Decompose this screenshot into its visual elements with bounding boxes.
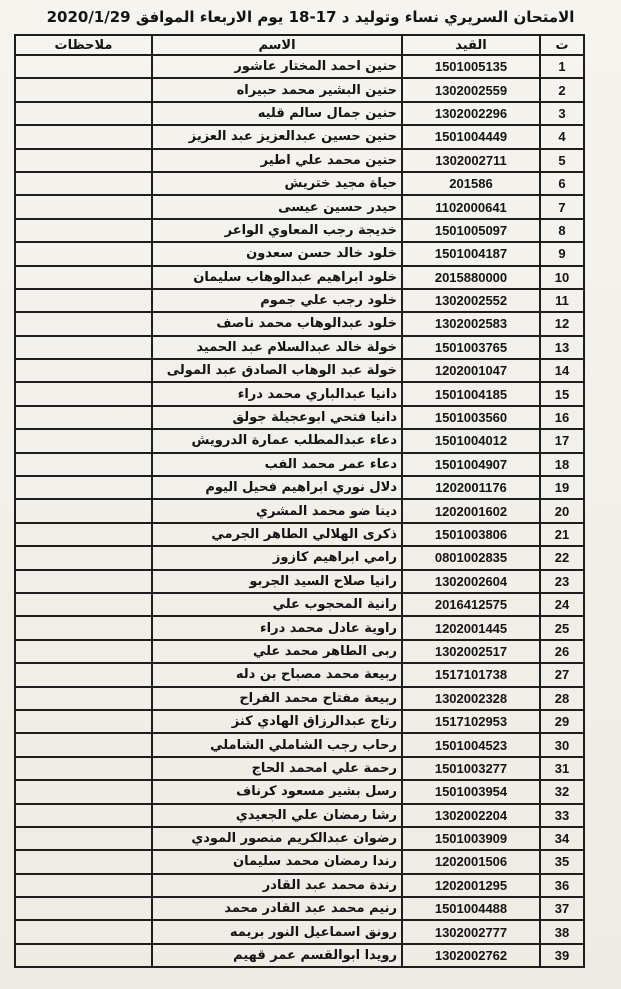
row-name: حنين محمد علي اطير <box>152 149 402 172</box>
table-row <box>15 710 584 733</box>
row-id: 1302002711 <box>402 149 540 172</box>
row-name: خلود ابراهيم عبدالوهاب سليمان <box>152 266 402 289</box>
row-notes <box>15 663 152 686</box>
row-notes <box>15 125 152 148</box>
row-name: دانيا عبدالباري محمد دراء <box>152 382 402 405</box>
table-row <box>15 289 584 312</box>
table-row <box>15 219 584 242</box>
row-notes <box>15 757 152 780</box>
row-notes <box>15 920 152 943</box>
row-name: راوية عادل محمد دراء <box>152 616 402 639</box>
row-number: 35 <box>540 850 584 873</box>
row-name: رامي ابراهيم كازوز <box>152 546 402 569</box>
row-name: خلود رجب علي جموم <box>152 289 402 312</box>
row-name: دانيا فتحي ابوعجيلة جولق <box>152 406 402 429</box>
row-number: 14 <box>540 359 584 382</box>
row-name: حياة مجيد ختريش <box>152 172 402 195</box>
row-id: 201586 <box>402 172 540 195</box>
row-notes <box>15 102 152 125</box>
table-row <box>15 570 584 593</box>
row-number: 1 <box>540 55 584 78</box>
table-row <box>15 359 584 382</box>
table-row <box>15 546 584 569</box>
table-row <box>15 850 584 873</box>
row-notes <box>15 499 152 522</box>
row-id: 1501004523 <box>402 733 540 756</box>
table-row <box>15 663 584 686</box>
row-notes <box>15 336 152 359</box>
row-id: 1202001602 <box>402 499 540 522</box>
row-number: 36 <box>540 874 584 897</box>
row-notes <box>15 827 152 850</box>
row-id: 2015880000 <box>402 266 540 289</box>
row-id: 1302002552 <box>402 289 540 312</box>
row-name: حنين جمال سالم قليه <box>152 102 402 125</box>
row-id: 1517102953 <box>402 710 540 733</box>
row-name: رندة محمد عبد القادر <box>152 874 402 897</box>
row-number: 17 <box>540 429 584 452</box>
row-notes <box>15 359 152 382</box>
row-notes <box>15 55 152 78</box>
row-id: 1501004012 <box>402 429 540 452</box>
row-number: 30 <box>540 733 584 756</box>
table-row <box>15 172 584 195</box>
row-notes <box>15 897 152 920</box>
row-number: 34 <box>540 827 584 850</box>
table-row <box>15 687 584 710</box>
row-number: 32 <box>540 780 584 803</box>
table-row <box>15 195 584 218</box>
row-number: 13 <box>540 336 584 359</box>
row-number: 25 <box>540 616 584 639</box>
row-notes <box>15 289 152 312</box>
row-number: 7 <box>540 195 584 218</box>
students-table <box>14 34 585 968</box>
row-notes <box>15 780 152 803</box>
row-notes <box>15 944 152 967</box>
row-notes <box>15 546 152 569</box>
row-id: 1302002604 <box>402 570 540 593</box>
row-id: 1202001295 <box>402 874 540 897</box>
row-name: رانيا صلاح السيد الجربو <box>152 570 402 593</box>
row-number: 20 <box>540 499 584 522</box>
row-name: دعاء عمر محمد الفب <box>152 453 402 476</box>
row-id: 1501003954 <box>402 780 540 803</box>
table-header-row <box>15 35 584 55</box>
row-name: دينا ضو محمد المشري <box>152 499 402 522</box>
table-row <box>15 78 584 101</box>
row-notes <box>15 242 152 265</box>
row-number: 31 <box>540 757 584 780</box>
row-id: 1501003277 <box>402 757 540 780</box>
table-row <box>15 429 584 452</box>
row-name: رحمة علي امحمد الحاج <box>152 757 402 780</box>
row-name: خلود عبدالوهاب محمد ناصف <box>152 312 402 335</box>
row-id: 1202001176 <box>402 476 540 499</box>
row-number: 18 <box>540 453 584 476</box>
row-name: رشا رمضان علي الجعيدي <box>152 804 402 827</box>
row-name: حيدر حسين عيسى <box>152 195 402 218</box>
row-notes <box>15 312 152 335</box>
row-name: خلود خالد حسن سعدون <box>152 242 402 265</box>
row-number: 22 <box>540 546 584 569</box>
row-notes <box>15 406 152 429</box>
row-notes <box>15 523 152 546</box>
table-row <box>15 780 584 803</box>
row-name: رويدا ابوالقسم عمر قهيم <box>152 944 402 967</box>
table-row <box>15 804 584 827</box>
row-name: رسل بشير مسعود كرناف <box>152 780 402 803</box>
row-id: 1501004449 <box>402 125 540 148</box>
row-name: رانية المحجوب علي <box>152 593 402 616</box>
row-id: 1501003765 <box>402 336 540 359</box>
row-notes <box>15 850 152 873</box>
row-number: 37 <box>540 897 584 920</box>
row-id: 1202001047 <box>402 359 540 382</box>
row-notes <box>15 710 152 733</box>
table-row <box>15 640 584 663</box>
row-number: 27 <box>540 663 584 686</box>
row-id: 1501004488 <box>402 897 540 920</box>
row-id: 1501005097 <box>402 219 540 242</box>
row-id: 1102000641 <box>402 195 540 218</box>
row-id: 2016412575 <box>402 593 540 616</box>
row-notes <box>15 149 152 172</box>
row-id: 1501004185 <box>402 382 540 405</box>
row-number: 16 <box>540 406 584 429</box>
row-number: 29 <box>540 710 584 733</box>
row-number: 24 <box>540 593 584 616</box>
row-name: رضوان عبدالكريم منصور المودي <box>152 827 402 850</box>
row-number: 11 <box>540 289 584 312</box>
row-notes <box>15 476 152 499</box>
row-notes <box>15 453 152 476</box>
table-row <box>15 616 584 639</box>
row-number: 4 <box>540 125 584 148</box>
header-id: القيد <box>402 35 540 55</box>
row-name: رتاج عبدالرزاق الهادي كنز <box>152 710 402 733</box>
row-number: 2 <box>540 78 584 101</box>
row-notes <box>15 874 152 897</box>
row-id: 1302002517 <box>402 640 540 663</box>
row-number: 12 <box>540 312 584 335</box>
table-row <box>15 382 584 405</box>
row-name: حنين البشير محمد حبيراه <box>152 78 402 101</box>
row-id: 1501005135 <box>402 55 540 78</box>
row-name: خديجة رجب المعاوي الواعر <box>152 219 402 242</box>
row-number: 39 <box>540 944 584 967</box>
row-notes <box>15 616 152 639</box>
row-name: حنين احمد المختار عاشور <box>152 55 402 78</box>
row-id: 1302002559 <box>402 78 540 101</box>
table-row <box>15 827 584 850</box>
row-number: 23 <box>540 570 584 593</box>
row-notes <box>15 804 152 827</box>
row-number: 28 <box>540 687 584 710</box>
row-notes <box>15 172 152 195</box>
row-id: 1302002762 <box>402 944 540 967</box>
row-number: 3 <box>540 102 584 125</box>
row-id: 1302002328 <box>402 687 540 710</box>
row-name: خولة خالد عبدالسلام عبد الحميد <box>152 336 402 359</box>
table-row <box>15 897 584 920</box>
row-name: حنين حسين عبدالعزيز عبد العزيز <box>152 125 402 148</box>
row-id: 1302002296 <box>402 102 540 125</box>
header-name: الاسم <box>152 35 402 55</box>
row-id: 1501004187 <box>402 242 540 265</box>
header-number: ت <box>540 35 584 55</box>
table-row <box>15 242 584 265</box>
row-number: 26 <box>540 640 584 663</box>
row-name: رندا رمضان محمد سليمان <box>152 850 402 873</box>
table-row <box>15 149 584 172</box>
row-name: رونق اسماعيل النور بريمه <box>152 920 402 943</box>
row-number: 19 <box>540 476 584 499</box>
row-id: 1302002583 <box>402 312 540 335</box>
table-row <box>15 523 584 546</box>
row-number: 8 <box>540 219 584 242</box>
row-number: 38 <box>540 920 584 943</box>
row-id: 1302002777 <box>402 920 540 943</box>
row-number: 5 <box>540 149 584 172</box>
row-notes <box>15 640 152 663</box>
row-name: رحاب رجب الشاملي الشاملي <box>152 733 402 756</box>
table-row <box>15 593 584 616</box>
row-id: 1517101738 <box>402 663 540 686</box>
table-row <box>15 312 584 335</box>
document-title: الامتحان السريري نساء وتوليد د 17-18 يوم الاربعاء الموافق 2020/1/29 <box>46 8 575 26</box>
table-row <box>15 476 584 499</box>
table-row <box>15 733 584 756</box>
row-name: ربى الطاهر محمد علي <box>152 640 402 663</box>
row-id: 1501004907 <box>402 453 540 476</box>
row-id: 1202001506 <box>402 850 540 873</box>
row-id: 1501003909 <box>402 827 540 850</box>
table-row <box>15 336 584 359</box>
row-name: رنيم محمد عبد القادر محمد <box>152 897 402 920</box>
row-id: 1302002204 <box>402 804 540 827</box>
row-notes <box>15 429 152 452</box>
table-row <box>15 944 584 967</box>
table-row <box>15 266 584 289</box>
table-row <box>15 920 584 943</box>
table-row <box>15 757 584 780</box>
row-name: دعاء عبدالمطلب عمارة الدرويش <box>152 429 402 452</box>
table-row <box>15 406 584 429</box>
row-id: 1501003806 <box>402 523 540 546</box>
row-number: 15 <box>540 382 584 405</box>
table-row <box>15 453 584 476</box>
table-row <box>15 125 584 148</box>
row-notes <box>15 733 152 756</box>
row-name: خولة عبد الوهاب الصادق عبد المولى <box>152 359 402 382</box>
row-name: ربيعة مفتاح محمد الفراح <box>152 687 402 710</box>
row-name: ربيعة محمد مصباح بن دله <box>152 663 402 686</box>
row-notes <box>15 266 152 289</box>
table-row <box>15 55 584 78</box>
row-number: 6 <box>540 172 584 195</box>
row-notes <box>15 195 152 218</box>
header-notes: ملاحظات <box>15 35 152 55</box>
row-number: 21 <box>540 523 584 546</box>
row-notes <box>15 593 152 616</box>
row-name: دلال نوري ابراهيم فحيل اليوم <box>152 476 402 499</box>
table-row <box>15 102 584 125</box>
row-notes <box>15 570 152 593</box>
row-id: 1501003560 <box>402 406 540 429</box>
table-row <box>15 499 584 522</box>
row-notes <box>15 219 152 242</box>
row-id: 0801002835 <box>402 546 540 569</box>
row-number: 33 <box>540 804 584 827</box>
row-number: 10 <box>540 266 584 289</box>
row-name: ذكرى الهلالي الطاهر الجرمي <box>152 523 402 546</box>
table-row <box>15 874 584 897</box>
row-number: 9 <box>540 242 584 265</box>
row-id: 1202001445 <box>402 616 540 639</box>
row-notes <box>15 382 152 405</box>
row-notes <box>15 78 152 101</box>
row-notes <box>15 687 152 710</box>
